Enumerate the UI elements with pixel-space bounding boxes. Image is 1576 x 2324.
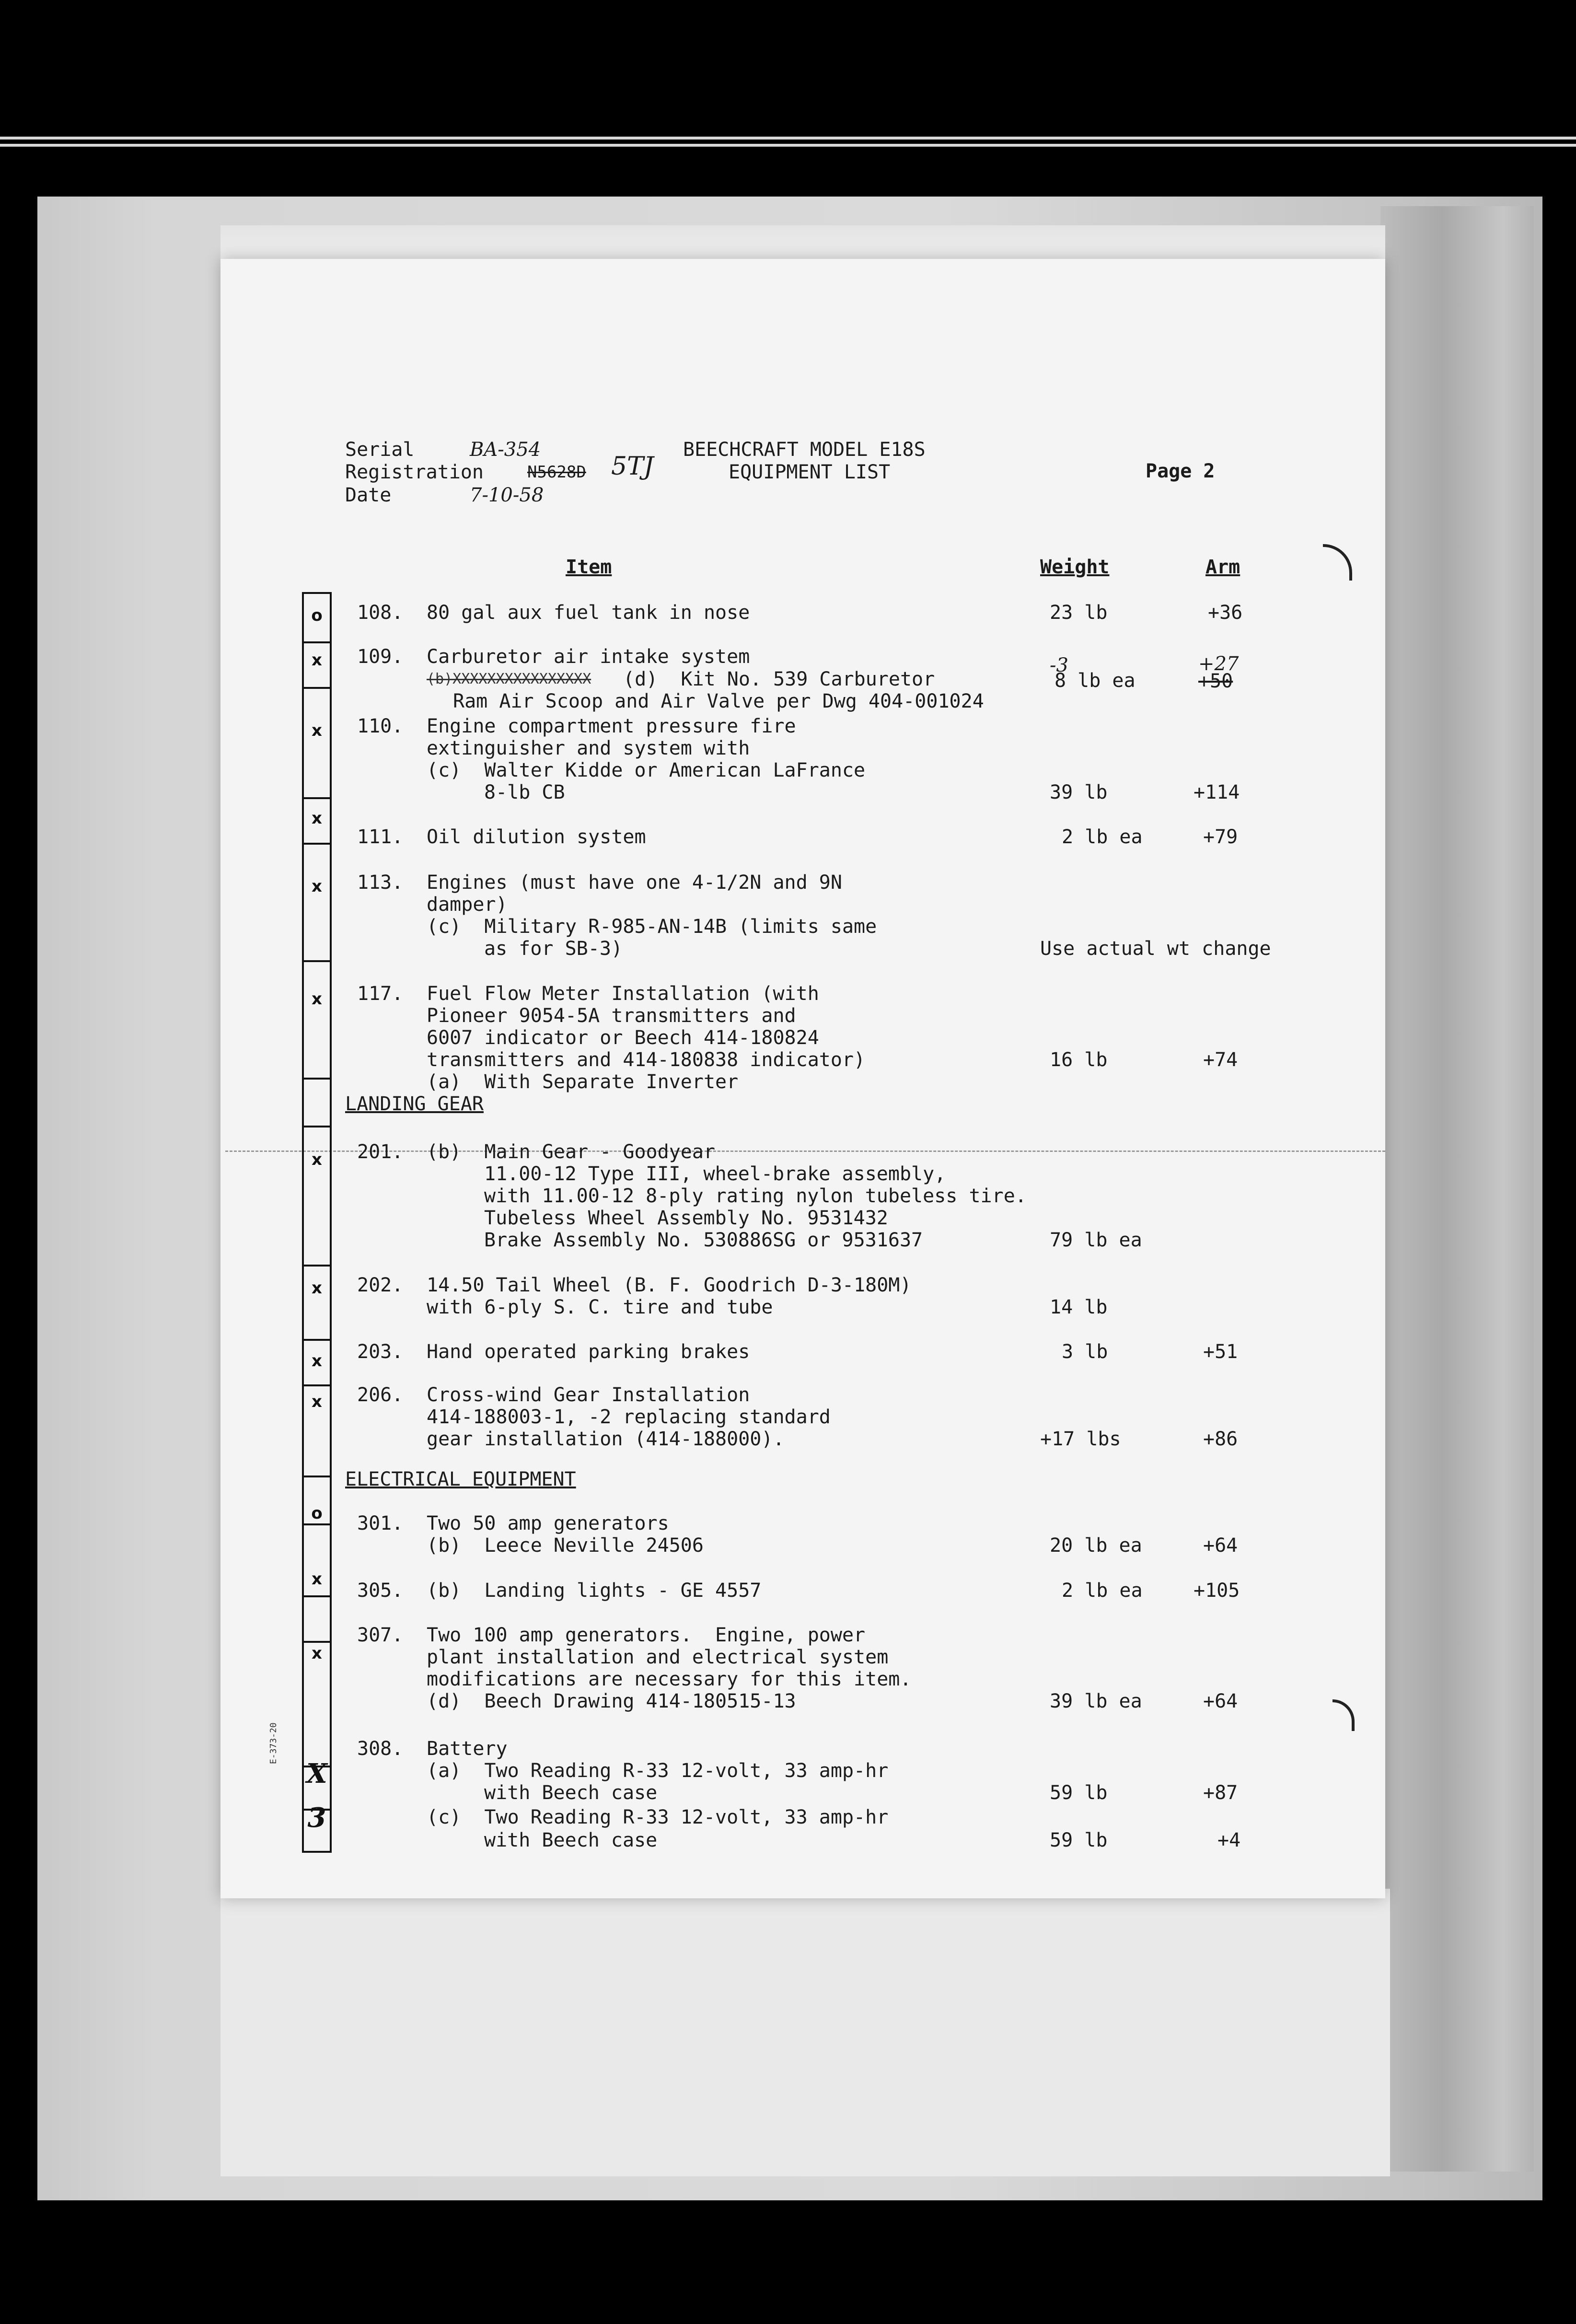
item-113-number: 113. (357, 872, 404, 894)
item-203-arm: +51 (1203, 1341, 1238, 1363)
mark-113: x (312, 877, 322, 896)
item-113-line2: damper) (427, 894, 508, 916)
mark-305: x (312, 1569, 322, 1589)
item-201-line2: 11.00-12 Type III, wheel-brake assembly, (484, 1163, 946, 1185)
item-203-text: Hand operated parking brakes (427, 1341, 750, 1363)
item-307-arm: +64 (1203, 1690, 1238, 1712)
item-203-number: 203. (357, 1341, 404, 1363)
mark-201: x (312, 1150, 322, 1169)
item-308-weight-a: 59 lb (1050, 1782, 1108, 1804)
item-305-number: 305. (357, 1580, 404, 1602)
item-117-number: 117. (357, 983, 404, 1005)
item-206-arm: +86 (1203, 1428, 1238, 1450)
item-111-number: 111. (357, 826, 404, 848)
item-308-line5: with Beech case (484, 1829, 658, 1851)
lower-paper (220, 1889, 1390, 2176)
column-header-arm: Arm (1205, 556, 1240, 578)
item-110-line4: 8-lb CB (484, 781, 565, 803)
column-header-item: Item (566, 556, 612, 578)
section-landing-gear: LANDING GEAR (345, 1093, 484, 1115)
item-308-number: 308. (357, 1738, 404, 1760)
item-307-line3: modifications are necessary for this item. (427, 1668, 912, 1690)
item-109-weight: 8 lb ea (1055, 670, 1136, 692)
scan-border-top (0, 137, 1576, 139)
item-108-arm: +36 (1208, 602, 1243, 624)
mark-111: x (312, 809, 322, 828)
item-301-number: 301. (357, 1512, 404, 1534)
item-307-weight: 39 lb ea (1050, 1690, 1142, 1712)
item-301-arm: +64 (1203, 1534, 1238, 1557)
registration-handwritten: 5TJ (611, 452, 654, 481)
item-307-line1: Two 100 amp generators. Engine, power (427, 1624, 866, 1646)
item-201-line1: (b) Main Gear - Goodyear (427, 1141, 716, 1163)
item-109-arm: +50 (1198, 670, 1233, 692)
item-111-arm: +79 (1203, 826, 1238, 848)
item-110-line3: (c) Walter Kidde or American LaFrance (427, 759, 866, 781)
item-109-line3: Ram Air Scoop and Air Valve per Dwg 404-001024 (453, 690, 984, 712)
item-201-line4: Tubeless Wheel Assembly No. 9531432 (484, 1207, 888, 1229)
item-308-weight-c: 59 lb (1050, 1829, 1108, 1851)
item-308-line4: (c) Two Reading R-33 12-volt, 33 amp-hr (427, 1806, 889, 1828)
item-201-line3: with 11.00-12 8-ply rating nylon tubeless tire. (484, 1185, 1027, 1207)
item-301-line2: (b) Leece Neville 24506 (427, 1534, 704, 1557)
item-305-arm: +105 (1194, 1580, 1240, 1602)
item-117-weight: 16 lb (1050, 1049, 1108, 1071)
item-109-struck: (b)XXXXXXXXXXXXXXXX (427, 671, 591, 687)
selection-mark-strip (302, 592, 332, 1853)
scan-border-top-2 (0, 144, 1576, 147)
section-electrical-equipment: ELECTRICAL EQUIPMENT (345, 1468, 576, 1490)
item-109-number: 109. (357, 646, 404, 668)
item-113-line3: (c) Military R-985-AN-14B (limits same (427, 916, 877, 938)
mark-206: x (312, 1392, 322, 1411)
margin-form-number: E-373-20 (268, 1722, 278, 1764)
mark-109: x (312, 651, 322, 670)
item-202-line1: 14.50 Tail Wheel (B. F. Goodrich D-3-180M) (427, 1274, 912, 1296)
item-305-weight: 2 lb ea (1062, 1580, 1143, 1602)
date-value: 7-10-58 (470, 484, 544, 506)
item-117-line2: Pioneer 9054-5A transmitters and (427, 1005, 796, 1027)
item-202-number: 202. (357, 1274, 404, 1296)
item-111-text: Oil dilution system (427, 826, 646, 848)
item-109-weight-correction: -3 (1050, 654, 1068, 676)
mark-307: x (312, 1644, 322, 1663)
item-308-line1: Battery (427, 1738, 508, 1760)
item-201-line5: Brake Assembly No. 530886SG or 9531637 (484, 1229, 923, 1251)
item-308-arm-c: +4 (1217, 1829, 1241, 1851)
item-117-arm: +74 (1203, 1049, 1238, 1071)
item-301-weight: 20 lb ea (1050, 1534, 1142, 1557)
serial-value: BA-354 (470, 439, 541, 461)
item-109-arm-correction: +27 (1198, 653, 1239, 675)
item-111-weight: 2 lb ea (1062, 826, 1143, 848)
item-109-line1: Carburetor air intake system (427, 646, 750, 668)
mark-308c: 3 (307, 1802, 326, 1834)
item-110-weight: 39 lb (1050, 781, 1108, 803)
serial-label: Serial (345, 439, 415, 461)
item-201-number: 201. (357, 1141, 404, 1163)
item-206-line2: 414-188003-1, -2 replacing standard (427, 1406, 831, 1428)
page-number: Page 2 (1146, 460, 1215, 482)
item-202-line2: with 6-ply S. C. tire and tube (427, 1296, 773, 1318)
item-117-line4: transmitters and 414-180838 indicator) (427, 1049, 866, 1071)
registration-label: Registration (345, 461, 484, 483)
item-113-line4: as for SB-3) (484, 938, 623, 960)
item-308-line2: (a) Two Reading R-33 12-volt, 33 amp-hr (427, 1760, 889, 1782)
item-206-weight: +17 lbs (1040, 1428, 1121, 1450)
mark-301: o (311, 1504, 323, 1523)
item-201-weight: 79 lb ea (1050, 1229, 1142, 1251)
mark-308a: X (306, 1758, 327, 1789)
item-307-number: 307. (357, 1624, 404, 1646)
item-108-weight: 23 lb (1050, 602, 1108, 624)
item-308-line3: with Beech case (484, 1782, 658, 1804)
item-109-line2: (d) Kit No. 539 Carburetor (623, 668, 935, 690)
column-header-weight: Weight (1040, 556, 1110, 578)
item-307-line2: plant installation and electrical system (427, 1646, 889, 1668)
item-113-weight: Use actual wt change (1040, 938, 1271, 960)
item-305-text: (b) Landing lights - GE 4557 (427, 1580, 762, 1602)
mark-203: x (312, 1351, 322, 1371)
document-title: BEECHCRAFT MODEL E18S (683, 439, 926, 461)
item-117-line3: 6007 indicator or Beech 414-180824 (427, 1027, 819, 1049)
item-117-line1: Fuel Flow Meter Installation (with (427, 983, 819, 1005)
item-117-line5: (a) With Separate Inverter (427, 1071, 739, 1093)
mark-202: x (312, 1278, 322, 1298)
item-113-line1: Engines (must have one 4-1/2N and 9N (427, 872, 842, 894)
mark-108: o (311, 606, 323, 625)
item-206-line1: Cross-wind Gear Installation (427, 1384, 750, 1406)
item-108-number: 108. (357, 602, 404, 624)
item-202-weight: 14 lb (1050, 1296, 1108, 1318)
item-110-number: 110. (357, 715, 404, 737)
item-203-weight: 3 lb (1062, 1341, 1108, 1363)
item-301-line1: Two 50 amp generators (427, 1512, 669, 1534)
item-110-line1: Engine compartment pressure fire (427, 715, 796, 737)
item-308-arm-a: +87 (1203, 1782, 1238, 1804)
item-110-line2: extinguisher and system with (427, 737, 750, 759)
registration-struck: N5628D (527, 463, 586, 482)
item-110-arm: +114 (1194, 781, 1240, 803)
document-subtitle: EQUIPMENT LIST (729, 461, 891, 483)
item-307-line4: (d) Beech Drawing 414-180515-13 (427, 1690, 796, 1712)
date-label: Date (345, 484, 392, 506)
item-206-number: 206. (357, 1384, 404, 1406)
folded-page-edge (1380, 206, 1534, 2172)
item-206-line3: gear installation (414-188000). (427, 1428, 785, 1450)
item-108-text: 80 gal aux fuel tank in nose (427, 602, 750, 624)
mark-110: x (312, 721, 322, 740)
mark-117: x (312, 989, 322, 1009)
